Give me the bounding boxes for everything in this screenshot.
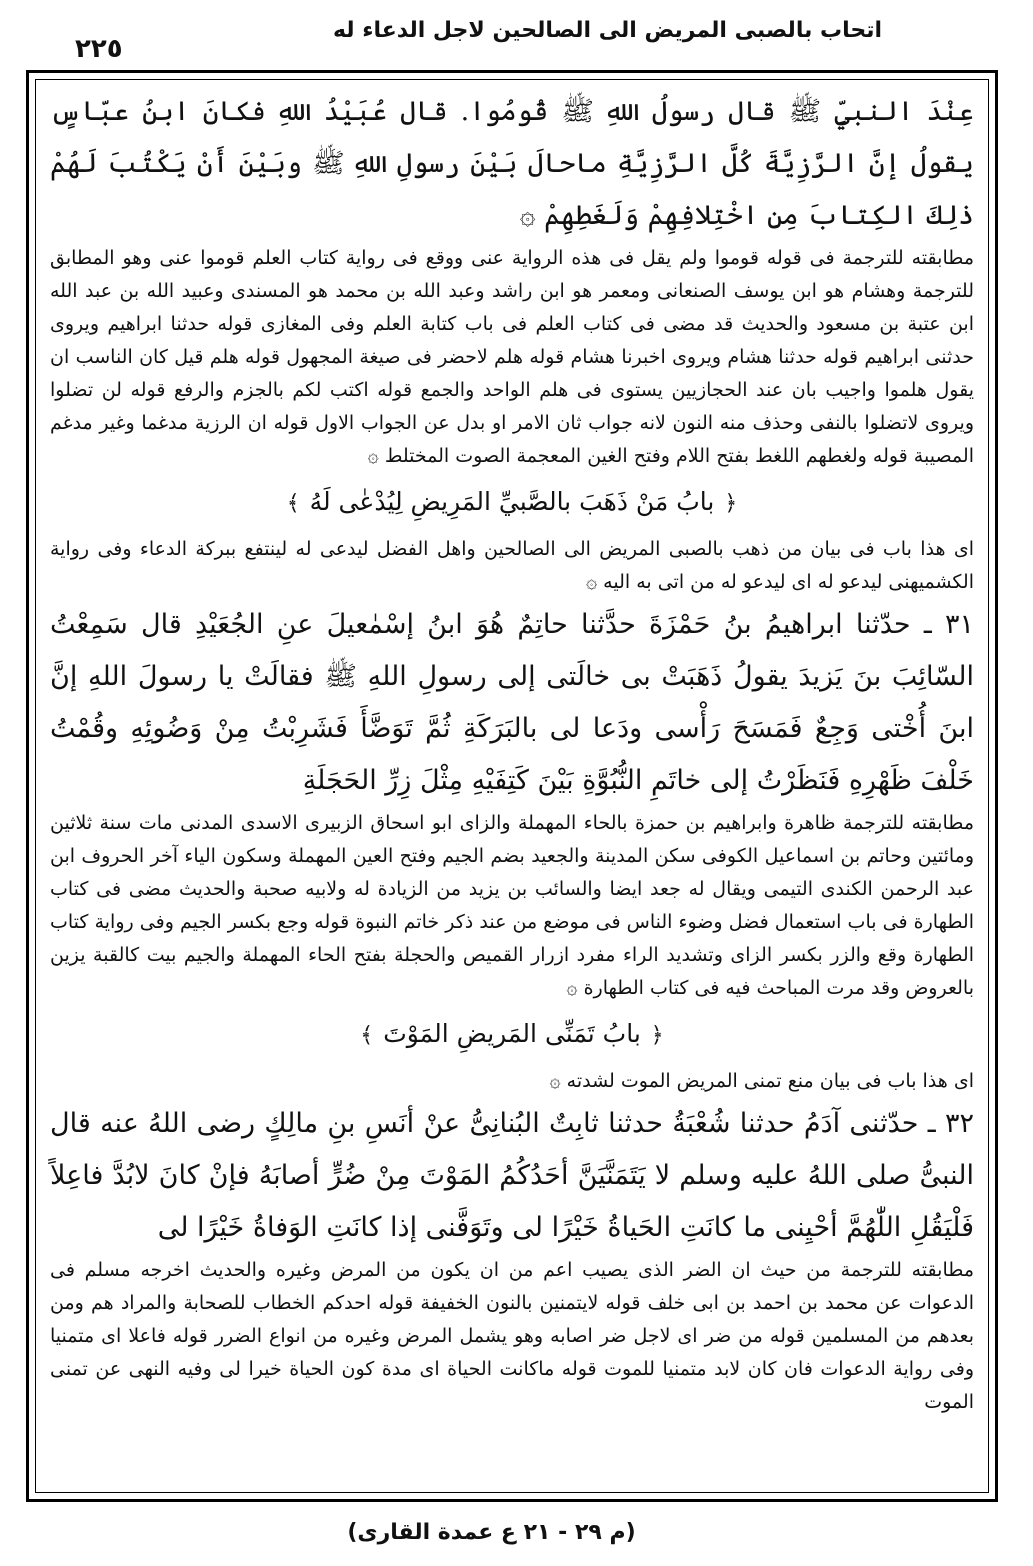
ornament-icon: ﴿	[724, 491, 738, 516]
page-number: ٢٢٥	[75, 34, 123, 64]
chapter-title: بابُ تَمَنِّى المَريضِ المَوْتَ	[383, 1019, 641, 1048]
page-body	[50, 86, 974, 1419]
hadith-text: ٣٢ ـ حدّثنى آدَمُ حدثنا شُعْبَةُ حدثنا ثابِتٌ البُنانِىُّ عنْ أنَسِ بنِ مالِكٍ رضى اللهُ عنه قال النبىُّ صلى اللهُ عليه وسلم لا يَتَمَنَّيَنَّ أحَدُكُمُ المَوْتَ مِنْ ضُرٍّ أصابَهُ فإنْ كانَ لابُدَّ فاعِلاً فَلْيَقُلِ اللّٰهُمَّ أحْيِنى ما كانَتِ الحَياةُ خَيْرًا لى وتَوَفَّنى إذا كانَتِ الوَفاةُ خَيْرًا لى	[50, 1108, 974, 1243]
ornament-icon: ﴾	[360, 1023, 374, 1048]
text-frame	[26, 70, 998, 1502]
commentary-text: مطابقته للترجمة فى قوله قوموا ولم يقل فى هذه الرواية عنى ووقع فى رواية كتاب العلم قوموا عنى وهو المطابق للترجمة وهشام هو ابن يوسف الصنعانى ومعمر هو ابن راشد وعبد الله بن محمد هو المسندى وعبيد الله بن عبد الله ابن عتبة بن مسعود والحديث قد مضى فى كتاب العلم فى باب كتابة العلم وفى المغازى قوله حدثنا ابراهيم ويروى حدثنى ابراهيم قوله حدثنا هشام ويروى اخبرنا هشام قوله هلم لاحضر فى صيغة المجهول قوله هلم قيل كان الناسب ان يقول هلموا واجيب بان عند الحجازيين يستوى فى هلم الواحد والجمع قوله اكتب لكم بالجزم والرفع قوله لن تضلوا ويروى لاتضلوا بالنفى وحذف منه النون لانه جواب ثان الامر او بدل عن الجواب الاول قوله ان الرزية مدغما وغير مدغم المصيبة قوله ولغطهم اللغط بفتح اللام وفتح الغين المعجمة الصوت المختلط ۞	[50, 247, 974, 467]
hadith-text: ٣١ ـ حدّثنا ابراهيمُ بنُ حَمْزَةَ حدَّثنا حاتِمٌ هُوَ ابنُ إسْمٰعيلَ عنِ الجُعَيْدِ قال سَمِعْتُ السّائِبَ بنَ يَزيدَ يقولُ ذَهَبَتْ بى خالَتى إلى رسولِ اللهِ ﷺ فقالَتْ يا رسولَ اللهِ إنَّ ابنَ أُخْتى وَجِعٌ فَمَسَحَ رَأْسى ودَعا لى بالبَرَكَةِ ثُمَّ تَوَضَّأَ فَشَرِبْتُ مِنْ وَضُوئِهِ وقُمْتُ خَلْفَ ظَهْرِهِ فَنَظَرْتُ إلى خاتَمِ النُّبُوَّةِ بَيْنَ كَتِفَيْهِ مِثْلَ زِرِّ الحَجَلَةِ	[50, 609, 974, 796]
commentary-text: اى هذا باب فى بيان من ذهب بالصبى المريض الى الصالحين واهل الفضل ليدعى له لينتفع ببركة الدعاء وفى رواية الكشميهنى ليدعو له اى ليدعو له من اتى به اليه ۞	[50, 538, 974, 593]
hadith-text: عِنْدَ النبيِّ ﷺ قال رسولُ اللهِ ﷺ قُومُوا. قال عُبَيْدُ اللهِ فكانَ ابنُ عبّاسٍ يقولُ إنَّ الرَّزِيَّةَ كُلَّ الرَّزِيَّةِ ماحالَ بَيْنَ رسولِ اللهِ ﷺ وبَيْنَ أَنْ يَكْتُبَ لَهُمْ ذٰلِكَ الكِتابَ مِنِ اخْتِلافِهِمْ وَلَغَطِهِمْ ۞	[50, 96, 974, 231]
page-header	[35, 8, 1000, 68]
ornament-icon: ﴿	[650, 1023, 664, 1048]
ornament-icon: ﴾	[286, 491, 300, 516]
chapter-heading	[50, 477, 974, 529]
chapter-heading	[50, 1009, 974, 1061]
commentary-text: مطابقته للترجمة من حيث ان الضر الذى يصيب اعم من ان يكون من المرض وغيره والحديث اخرجه مسلم فى الدعوات عن محمد بن احمد بن ابى خلف قوله لايتمنين بالنون الخفيفة قوله احدكم الخطاب للصحابة والمراد هم ومن بعدهم من المسلمين قوله من ضر اى لاجل ضر اصابه وهو يشمل المرض وغيره من انواع الضرر قوله فاعلا اى متمنيا وفى رواية الدعوات فان كان لابد متمنيا للموت قوله ماكانت الحياة اى مدة كون الحياة خيرا لى وفيه النهى عن تمنى الموت	[50, 1259, 974, 1413]
footer-signature: (م ٢٩ - ٢١ ع عمدة القارى)	[347, 1520, 636, 1545]
commentary-text: مطابقته للترجمة ظاهرة وابراهيم بن حمزة بالحاء المهملة والزاى ابو اسحاق الزبيرى الاسدى المدنى مات سنة ثلاثين ومائتين وحاتم بن اسماعيل الكوفى سكن المدينة والجعيد بضم الجيم وفتح العين المهملة وسكون الياء آخر الحروف ابن عبد الرحمن الكندى التيمى ويقال له جعد ايضا والسائب بن يزيد من الزيادة له ولابيه صحبة والحديث مضى فى كتاب الطهارة فى باب استعمال فضل وضوء الناس فى موضع من عند ذكر خاتم النبوة قوله وجع بكسر الجيم وفى رواية كتاب الطهارة وقع والزر بكسر الزاى وتشديد الراء مفرد ازرار القميص والحجلة بفتح الحاء المهملة والجيم بيت كالقبة يزين بالعروض وقد مرت المباحث فيه فى كتاب الطهارة ۞	[50, 812, 974, 999]
running-title: اتحاب بالصبى المريض الى الصالحين لاجل الدعاء له	[332, 18, 883, 43]
chapter-title: بابُ مَنْ ذَهَبَ بالصَّبيِّ المَرِيضِ لِيُدْعٰى لَهُ	[309, 487, 715, 516]
inner-border	[35, 79, 989, 1493]
commentary-text: اى هذا باب فى بيان منع تمنى المريض الموت لشدته ۞	[549, 1070, 974, 1092]
